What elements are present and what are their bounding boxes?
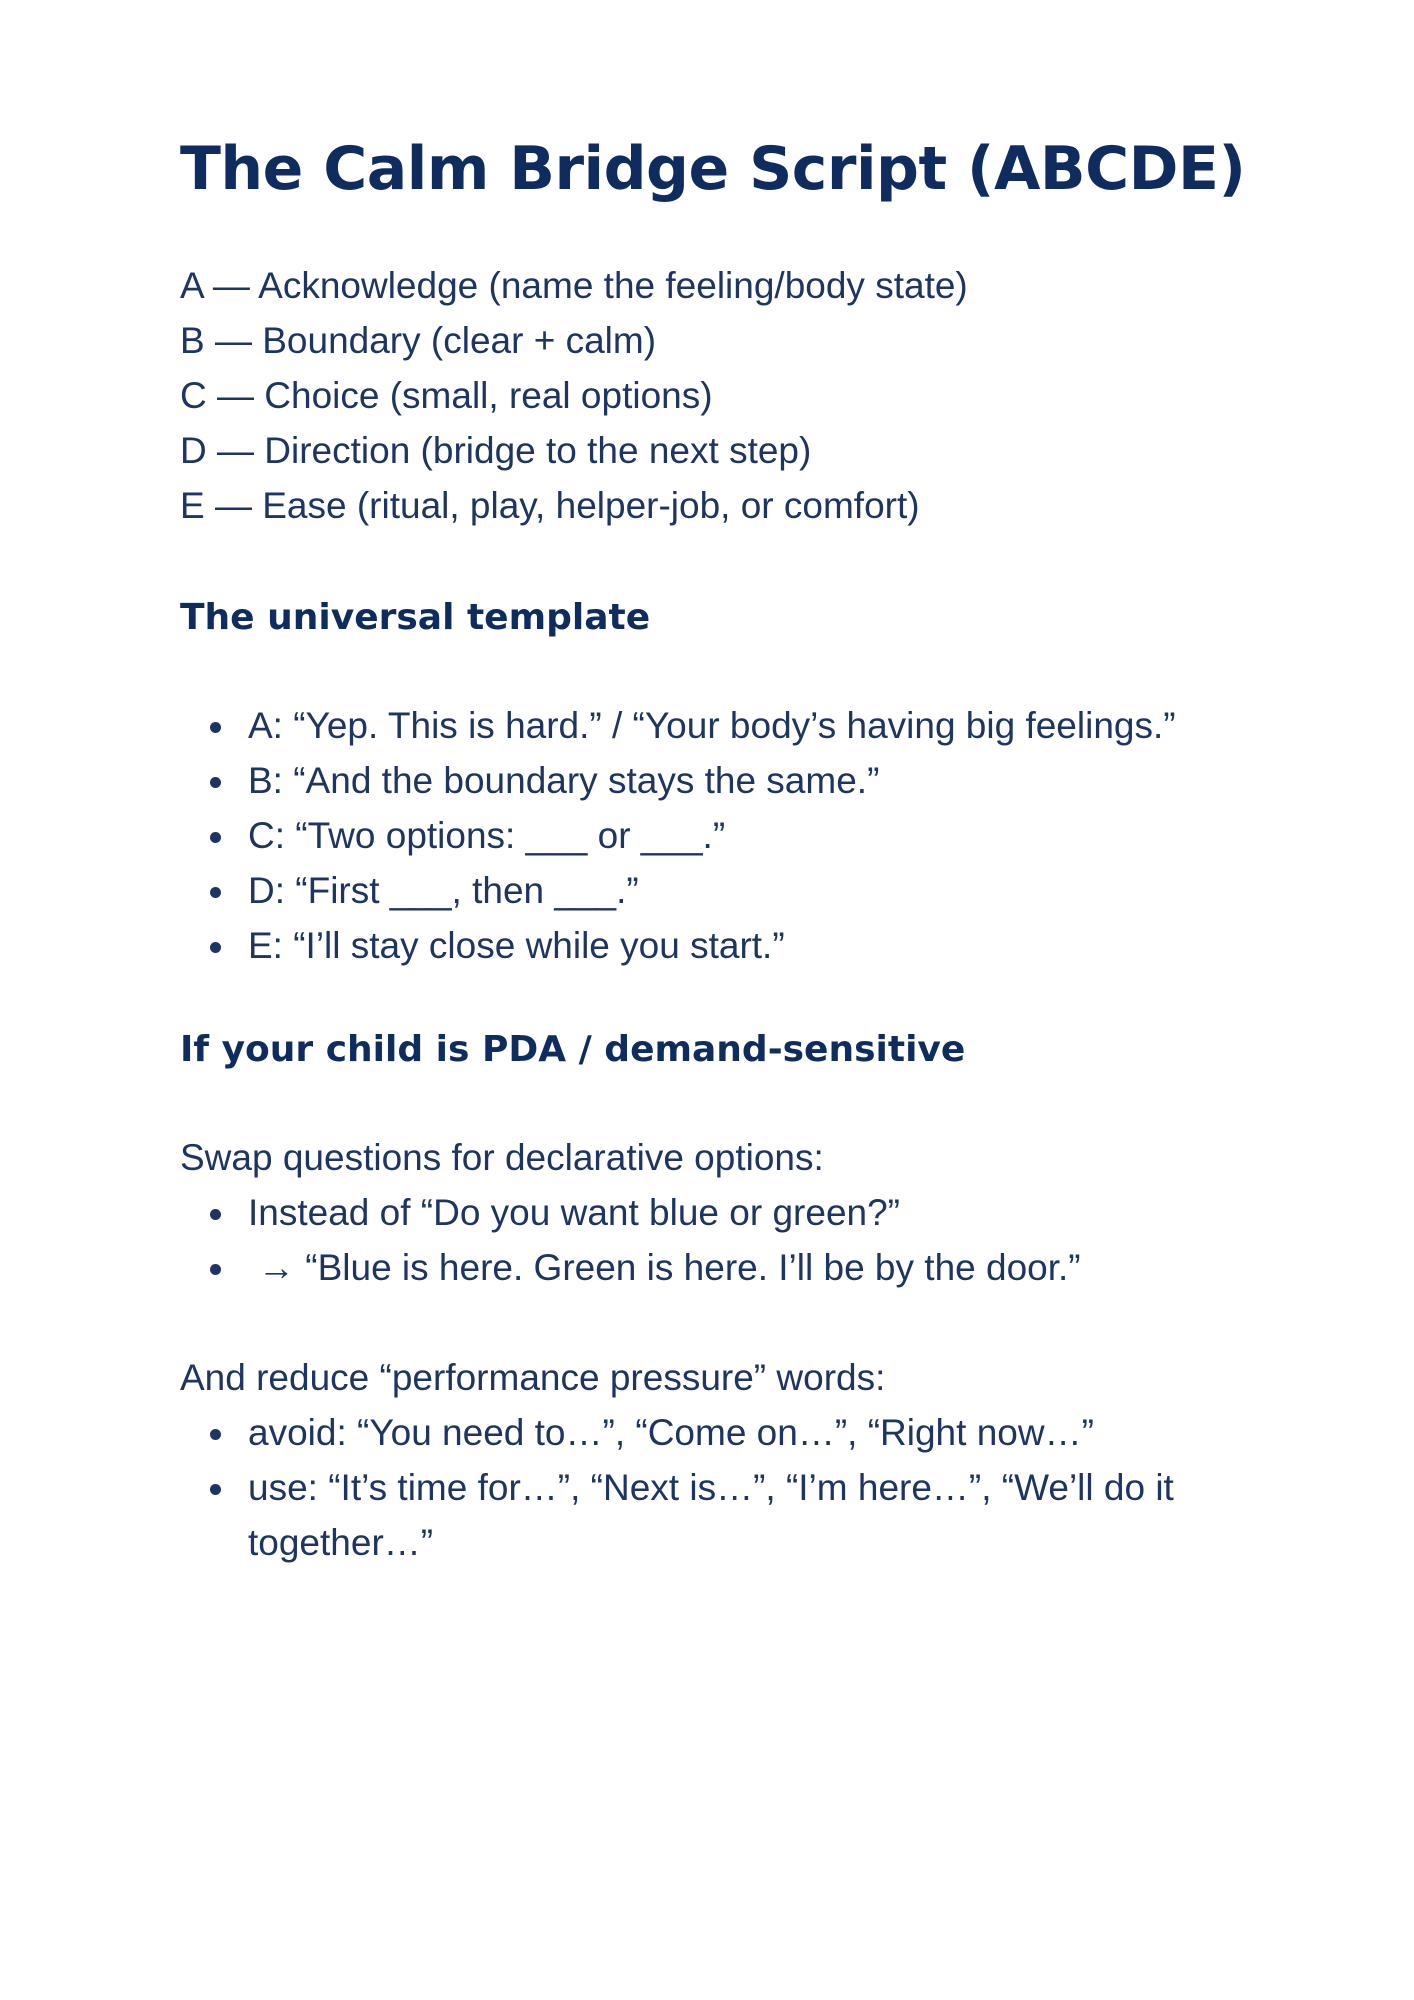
template-item-e (180, 918, 1280, 973)
template-item-b (180, 753, 1280, 808)
reduce-item-avoid (180, 1405, 1280, 1460)
template-list (180, 698, 1280, 973)
template-item-text: C: “Two options: ___ or ___.” (248, 815, 726, 856)
template-item-text: A: “Yep. This is hard.” / “Your body’s having big feelings.” (248, 705, 1176, 746)
swap-item (180, 1240, 1280, 1295)
template-item-text: B: “And the boundary stays the same.” (248, 760, 880, 801)
swap-item (180, 1185, 1280, 1240)
abcde-item-d: D — Direction (bridge to the next step) (180, 430, 812, 471)
bullet-dot-icon (210, 832, 221, 843)
bullet-dot-icon (210, 777, 221, 788)
page-title: The Calm Bridge Script (ABCDE) (180, 134, 1246, 204)
bullet-dot-icon (210, 1484, 221, 1495)
template-heading: The universal template (180, 597, 651, 638)
document-content (180, 128, 1280, 1570)
reduce-item-text: use: “It’s time for…”, “Next is…”, “I’m here…”, “We’ll do it together…” (248, 1467, 1174, 1563)
bullet-dot-icon (210, 1209, 221, 1220)
bullet-dot-icon (210, 1264, 221, 1275)
bullet-dot-icon (210, 1429, 221, 1440)
reduce-item-text: avoid: “You need to…”, “Come on…”, “Right now…” (248, 1412, 1094, 1453)
template-item-a (180, 698, 1280, 753)
swap-item-text: Instead of “Do you want blue or green?” (248, 1192, 900, 1233)
template-item-text: D: “First ___, then ___.” (248, 870, 639, 911)
reduce-list (180, 1405, 1280, 1570)
reduce-intro: And reduce “performance pressure” words: (180, 1357, 886, 1398)
template-item-text: E: “I’ll stay close while you start.” (248, 925, 785, 966)
abcde-item-e: E — Ease (ritual, play, helper-job, or comfort) (180, 485, 920, 526)
swap-intro: Swap questions for declarative options: (180, 1137, 824, 1178)
template-item-c (180, 808, 1280, 863)
bullet-dot-icon (210, 887, 221, 898)
pda-heading: If your child is PDA / demand-sensitive (180, 1029, 966, 1070)
abcde-item-b: B — Boundary (clear + calm) (180, 320, 657, 361)
abcde-list (180, 258, 1280, 533)
swap-list (180, 1185, 1280, 1295)
template-item-d (180, 863, 1280, 918)
abcde-item-a: A — Acknowledge (name the feeling/body state) (180, 265, 968, 306)
reduce-item-use (180, 1460, 1280, 1570)
bullet-dot-icon (210, 722, 221, 733)
swap-item-text: → “Blue is here. Green is here. I’ll be by the door.” (258, 1247, 1081, 1288)
bullet-dot-icon (210, 942, 221, 953)
abcde-item-c: C — Choice (small, real options) (180, 375, 713, 416)
